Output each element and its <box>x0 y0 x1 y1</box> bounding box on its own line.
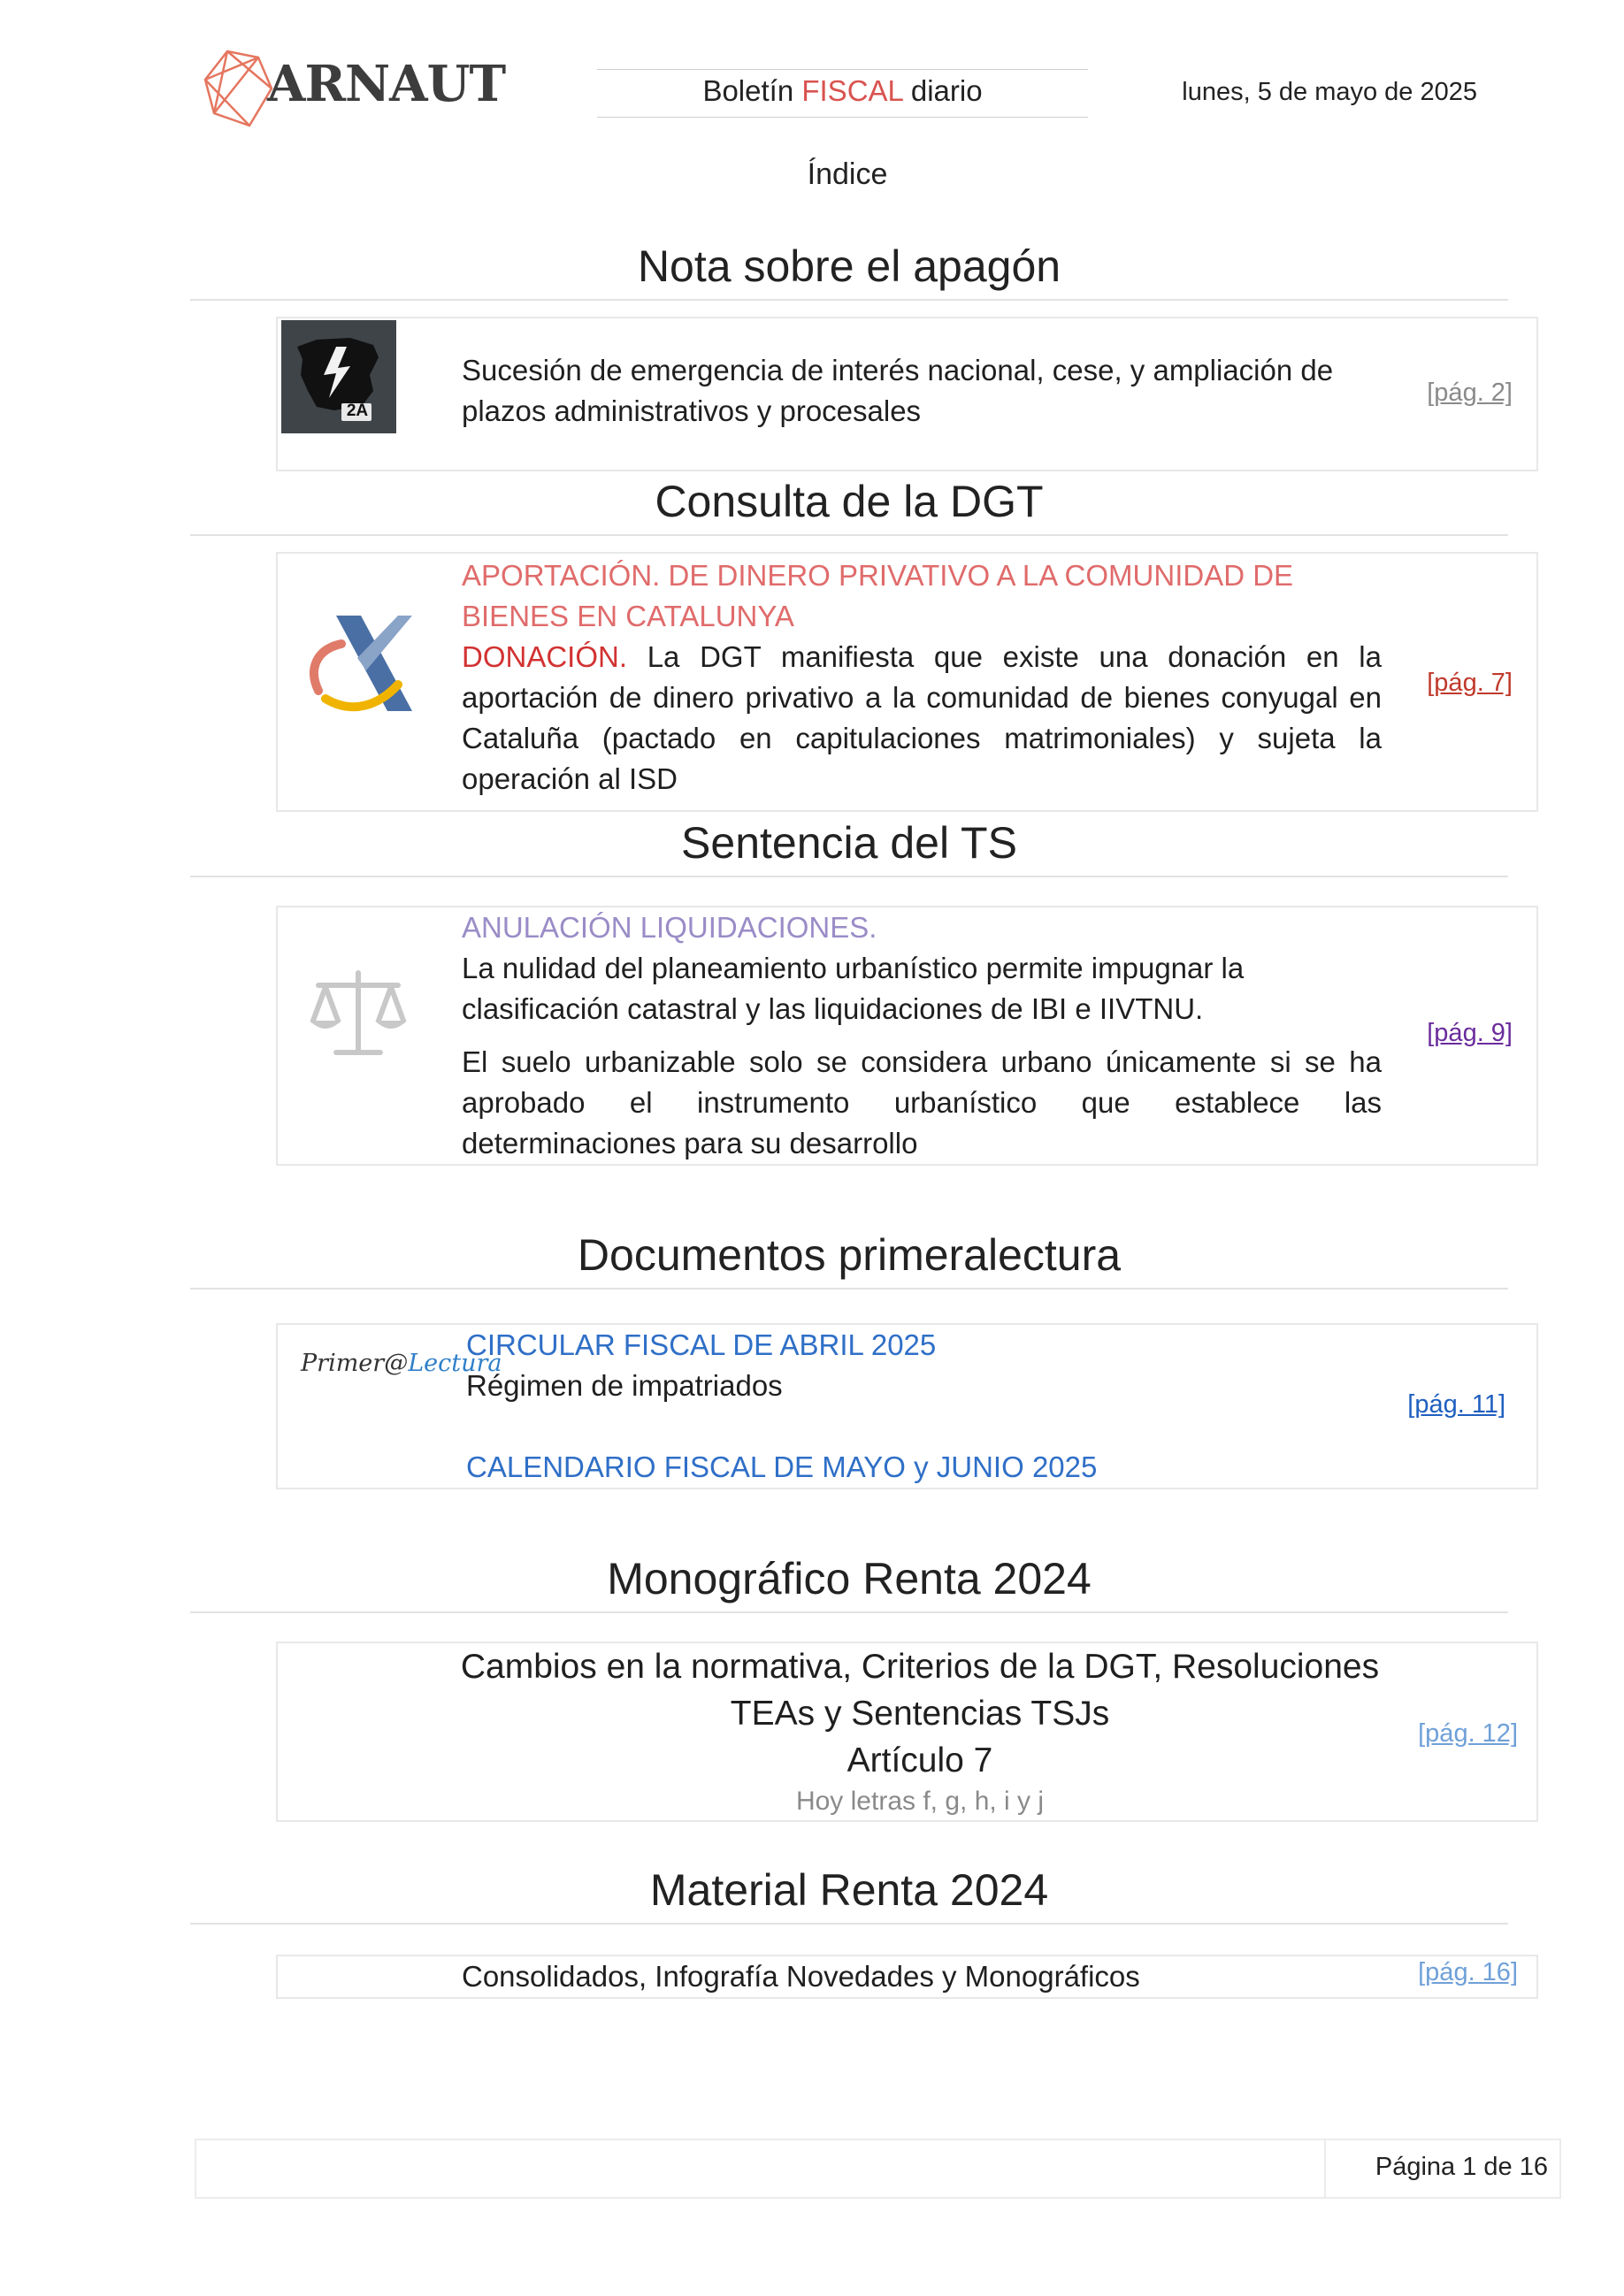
monografico-line-3: Artículo 7 <box>846 1741 993 1779</box>
dgt-heading: APORTACIÓN. DE DINERO PRIVATIVO A LA COMUNIDAD DE BIENES EN CATALUNYA <box>462 559 1294 632</box>
section-title-dgt: Consulta de la DGT <box>655 477 1044 526</box>
header-bottom-rule <box>597 117 1088 118</box>
section-title-monografico: Monográfico Renta 2024 <box>607 1554 1092 1603</box>
material-line-1: Consolidados, Infografía Novedades y Monográficos <box>462 1960 1140 1993</box>
bulletin-date: lunes, 5 de mayo de 2025 <box>1182 78 1477 106</box>
section-rule <box>190 876 1508 877</box>
monografico-line-1: Cambios en la normativa, Criterios de la DGT, Resoluciones <box>460 1648 1380 1686</box>
justice-scales-icon <box>306 966 410 1060</box>
apagon-line-2: plazos administrativos y procesales <box>462 394 922 427</box>
bulletin-title: Boletín FISCAL diario <box>702 74 983 107</box>
dgt-body <box>462 637 1382 800</box>
page-link-9[interactable]: [pág. 9] <box>1427 1019 1513 1047</box>
monografico-line-4: Hoy letras f, g, h, i y j <box>795 1787 1045 1816</box>
page-link-7[interactable]: [pág. 7] <box>1427 669 1513 697</box>
section-title-primeralectura: Documentos primeralectura <box>577 1230 1122 1280</box>
primeralectura-item-1-sub: Régimen de impatriados <box>466 1369 783 1402</box>
dgt-tag: DONACIÓN. <box>462 640 628 673</box>
section-title-ts: Sentencia del TS <box>681 818 1017 868</box>
apagon-summary <box>462 350 1382 432</box>
section-rule <box>190 1923 1508 1925</box>
primeralectura-logo: Primer@Lectura <box>301 1350 502 1377</box>
section-rule <box>190 534 1508 536</box>
monografico-summary <box>425 1643 1415 1819</box>
logo-text: ARNAUT <box>267 55 506 113</box>
page-link-11[interactable]: [pág. 11] <box>1407 1390 1505 1419</box>
header-top-rule <box>597 69 1088 70</box>
icon-badge: 2A <box>346 402 369 420</box>
dgt-summary <box>462 555 1382 800</box>
ts-heading: ANULACIÓN LIQUIDACIONES. <box>462 911 877 944</box>
agencia-tributaria-icon <box>299 607 421 718</box>
section-rule <box>190 299 1508 301</box>
section-title-material: Material Renta 2024 <box>649 1865 1049 1915</box>
page-link-2[interactable]: [pág. 2] <box>1427 379 1513 407</box>
primeralectura-item-2[interactable]: CALENDARIO FISCAL DE MAYO y JUNIO 2025 <box>466 1450 1098 1483</box>
section-rule <box>190 1611 1508 1613</box>
primeralectura-item-1[interactable]: CIRCULAR FISCAL DE ABRIL 2025 <box>466 1328 937 1361</box>
section-title-apagon: Nota sobre el apagón <box>637 241 1061 291</box>
ts-para-2: El suelo urbanizable solo se considera urbano únicamente si se ha aprobado el instrumento urbanístico que establece las determinaciones para su desarrollo <box>462 1045 1382 1159</box>
ts-para-1: La nulidad del planeamiento urbanístico permite impugnar la clasificación catastral y las liquidaciones de IBI e IIVTNU. <box>462 952 1245 1025</box>
footer-divider <box>1324 2139 1326 2199</box>
section-rule <box>190 1288 1508 1290</box>
page-number: Página 1 de 16 <box>1375 2153 1548 2181</box>
apagon-line-1: Sucesión de emergencia de interés nacional, cese, y ampliación de <box>462 354 1334 386</box>
page-link-12[interactable]: [pág. 12] <box>1418 1719 1518 1748</box>
monografico-line-2: TEAs y Sentencias TSJs <box>730 1695 1110 1733</box>
index-heading: Índice <box>807 157 888 191</box>
primeralectura-summary <box>466 1325 1351 1488</box>
dgt-body-text: La DGT manifiesta que existe una donación en la aportación de dinero privativo a la comunidad de bienes conyugal en Cataluña (pactado en capitulaciones matrimoniales) y sujeta la operación al ISD <box>462 640 1382 795</box>
power-outage-spain-icon <box>281 320 396 433</box>
page-link-16[interactable]: [pág. 16] <box>1418 1958 1518 1986</box>
ts-summary <box>462 907 1382 1164</box>
